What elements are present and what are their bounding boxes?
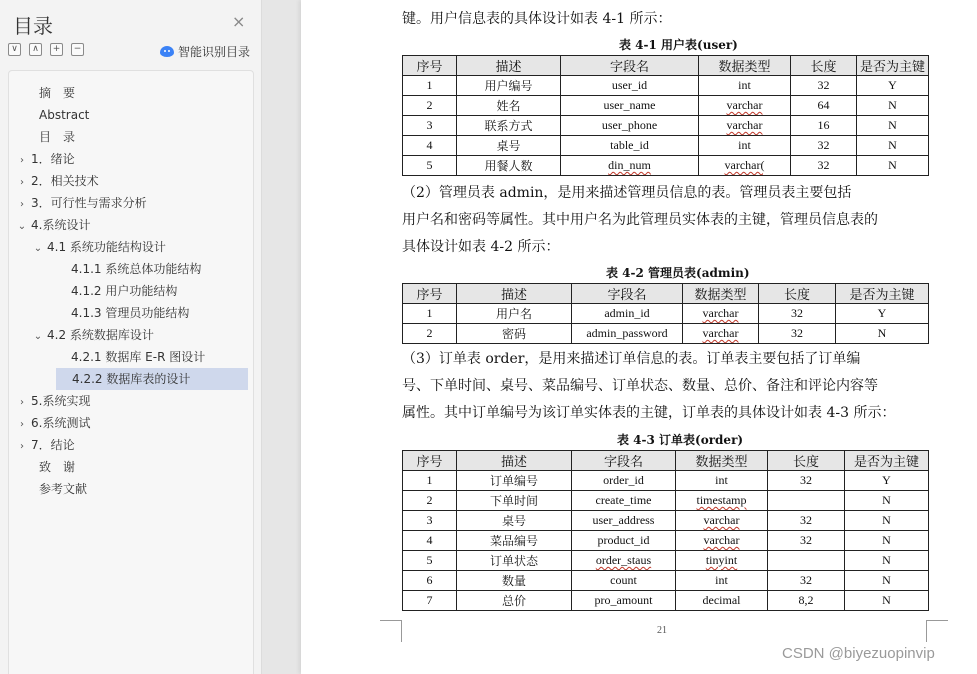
toc-item[interactable]	[15, 434, 75, 456]
cell-value: 32	[800, 533, 812, 547]
cell-value: varchar	[703, 513, 740, 527]
paragraph-line: 号、下单时间、桌号、菜品编号、订单状态、数量、总价、备注和评论内容等	[402, 378, 878, 394]
cell-value: varchar	[726, 98, 763, 112]
table-cell	[676, 471, 768, 491]
toc-item-label: 参考文献	[39, 482, 88, 496]
cell-value: 菜品编号	[489, 534, 538, 548]
table-cell	[403, 116, 457, 136]
paragraph-line: 用户名和密码等属性。其中用户名为此管理员实体表的主键，管理员信息表的	[402, 212, 878, 228]
table-cell	[699, 156, 791, 176]
toc-item[interactable]	[15, 412, 90, 434]
toc-item-label: 4.系统设计	[31, 218, 91, 232]
table-cell	[791, 96, 857, 116]
table-cell	[572, 324, 683, 344]
table-cell	[836, 304, 929, 324]
table-cell	[457, 491, 572, 511]
table-cell	[403, 571, 457, 591]
toc-item[interactable]	[15, 148, 75, 170]
chevron-right-icon[interactable]: ›	[20, 177, 24, 188]
cell-value: product_id	[597, 533, 650, 547]
table-cell	[845, 531, 929, 551]
cell-value: N	[882, 513, 891, 527]
cell-value: 下单时间	[489, 494, 538, 508]
cell-value: N	[888, 118, 897, 132]
table-cell	[768, 511, 845, 531]
cell-value: 订单状态	[489, 554, 538, 568]
table-cell	[403, 76, 457, 96]
cell-value: 32	[800, 573, 812, 587]
toc-item-label: 目 录	[39, 130, 76, 144]
remove-heading-icon[interactable]: −	[71, 43, 84, 56]
cell-value: 5	[426, 158, 433, 172]
toc-item-label: 6.系统测试	[31, 416, 91, 430]
toc-item-label: 4.2.2 数据库表的设计	[72, 372, 191, 386]
toc-item-label: 4.2 系统数据库设计	[47, 328, 154, 342]
table-row	[403, 591, 929, 611]
chevron-right-icon[interactable]: ›	[20, 419, 24, 430]
cell-value: user_id	[611, 78, 648, 92]
smart-toc-label: 智能识别目录	[178, 45, 251, 59]
cell-value: N	[882, 553, 891, 567]
toc-item-label: 1．绪论	[31, 152, 75, 166]
cell-value: user_phone	[601, 118, 658, 132]
order-table	[402, 450, 929, 611]
column-header: 描述	[457, 284, 572, 304]
toc-item-label: 致 谢	[39, 460, 76, 474]
column-header: 字段名	[572, 451, 676, 471]
cell-value: 6	[426, 573, 433, 587]
table-cell	[857, 76, 929, 96]
admin-table	[402, 283, 929, 344]
table-cell	[403, 551, 457, 571]
column-header: 数据类型	[699, 56, 791, 76]
chevron-right-icon[interactable]: ›	[20, 397, 24, 408]
paragraph-line: 具体设计如表 4-2 所示：	[402, 239, 560, 255]
table-cell	[845, 471, 929, 491]
table-cell	[845, 511, 929, 531]
cell-value: N	[882, 593, 891, 607]
table-row	[403, 571, 929, 591]
cell-value: N	[888, 158, 897, 172]
table-cell	[403, 531, 457, 551]
cell-value: 64	[817, 98, 830, 112]
table-row	[403, 116, 929, 136]
table-row	[403, 491, 929, 511]
table-cell	[457, 136, 561, 156]
toc-item[interactable]	[55, 258, 201, 280]
table-cell	[699, 96, 791, 116]
cell-value: 7	[426, 593, 433, 607]
cell-value: 8,2	[798, 593, 814, 607]
cell-value: 32	[800, 473, 812, 487]
cell-value: table_id	[610, 138, 649, 152]
paragraph-line: （2）管理员表 admin，是用来描述管理员信息的表。管理员表主要包括	[402, 185, 852, 201]
table-cell	[676, 591, 768, 611]
cell-value: 32	[817, 138, 830, 152]
cell-value: 数量	[501, 574, 526, 588]
cell-value: 1	[426, 306, 433, 320]
cell-value: order_staus	[595, 553, 652, 567]
table-row	[403, 324, 929, 344]
paragraph-line: （3）订单表 order，是用来描述订单信息的表。订单表主要包括了订单编	[402, 351, 861, 367]
table-cell	[403, 96, 457, 116]
table-cell	[572, 591, 676, 611]
cell-value: 姓名	[496, 99, 521, 113]
toc-item[interactable]	[15, 390, 90, 412]
cell-value: 16	[817, 118, 830, 132]
table-cell	[768, 531, 845, 551]
cell-value: admin_password	[586, 326, 668, 340]
toc-item[interactable]	[15, 456, 75, 478]
ai-assistant-icon	[160, 46, 174, 57]
table-cell	[768, 571, 845, 591]
close-icon[interactable]: ×	[232, 12, 246, 31]
cell-value: 2	[426, 326, 433, 340]
cell-value: int	[715, 573, 728, 587]
toc-list	[8, 70, 254, 674]
column-header: 描述	[457, 451, 572, 471]
cell-value: 32	[791, 326, 803, 340]
toc-item-label: 4.1.2 用户功能结构	[71, 284, 178, 298]
page-corner-mark	[926, 620, 948, 642]
table-cell	[457, 324, 572, 344]
table-cell	[457, 76, 561, 96]
cell-value: 3	[426, 513, 433, 527]
cell-value: admin_id	[604, 306, 650, 320]
table-cell	[857, 116, 929, 136]
table-cell	[403, 491, 457, 511]
toc-item-label: 7．结论	[31, 438, 75, 452]
toc-item[interactable]	[15, 214, 90, 236]
table-cell	[403, 591, 457, 611]
table-row	[403, 471, 929, 491]
toc-item[interactable]	[15, 104, 89, 126]
cell-value: int	[738, 138, 751, 152]
toc-item[interactable]	[55, 302, 189, 324]
table-cell	[791, 116, 857, 136]
cell-value: order_id	[603, 473, 644, 487]
column-header: 长度	[759, 284, 836, 304]
table-cell	[403, 136, 457, 156]
cell-value: 1	[426, 78, 433, 92]
toc-item[interactable]	[55, 346, 205, 368]
table-cell	[457, 304, 572, 324]
table-cell	[759, 304, 836, 324]
table-cell	[768, 491, 845, 511]
table-cell	[403, 471, 457, 491]
cell-value: 联系方式	[484, 119, 533, 133]
paragraph-line: 键。用户信息表的具体设计如表 4-1 所示：	[402, 11, 672, 27]
table-cell	[403, 156, 457, 176]
column-header: 描述	[457, 56, 561, 76]
table-cell	[676, 551, 768, 571]
page-corner-mark	[380, 620, 402, 642]
cell-value: create_time	[595, 493, 652, 507]
cell-value: 32	[791, 306, 803, 320]
table-cell	[845, 571, 929, 591]
table-cell	[699, 136, 791, 156]
table-cell	[791, 156, 857, 176]
table-caption: 表 4-3 订单表(order)	[617, 433, 744, 447]
toc-item[interactable]	[56, 368, 248, 390]
cell-value: 用户名	[495, 307, 532, 321]
table-cell	[857, 136, 929, 156]
table-caption: 表 4-2 管理员表(admin)	[606, 266, 750, 280]
cell-value: 2	[426, 98, 433, 112]
cell-value: N	[882, 573, 891, 587]
column-header: 是否为主键	[845, 451, 929, 471]
table-cell	[759, 324, 836, 344]
table-cell	[457, 551, 572, 571]
chevron-down-icon[interactable]: ⌄	[33, 331, 43, 342]
column-header: 长度	[791, 56, 857, 76]
table-header-row	[403, 56, 929, 76]
toc-sidebar	[0, 0, 262, 674]
table-cell	[768, 551, 845, 571]
toc-item-label: 4.2.1 数据库 E-R 图设计	[71, 350, 206, 364]
column-header: 序号	[403, 451, 457, 471]
table-cell	[457, 571, 572, 591]
table-cell	[845, 491, 929, 511]
table-cell	[403, 511, 457, 531]
table-cell	[572, 531, 676, 551]
toc-toolbar	[8, 43, 84, 56]
collapse-all-icon[interactable]: ∧	[29, 43, 42, 56]
column-header: 序号	[403, 56, 457, 76]
table-cell	[457, 116, 561, 136]
cell-value: 32	[817, 158, 830, 172]
table-cell	[457, 156, 561, 176]
cell-value: 1	[426, 473, 433, 487]
column-header: 数据类型	[676, 451, 768, 471]
column-header: 字段名	[572, 284, 683, 304]
chevron-down-icon[interactable]: ⌄	[33, 243, 43, 254]
column-header: 是否为主键	[857, 56, 929, 76]
toc-item-label: Abstract	[39, 108, 90, 122]
toc-item[interactable]	[15, 170, 99, 192]
table-cell	[857, 156, 929, 176]
table-cell	[572, 304, 683, 324]
table-row	[403, 511, 929, 531]
cell-value: count	[610, 573, 637, 587]
cell-value: varchar(	[724, 158, 765, 172]
cell-value: 桌号	[501, 514, 526, 528]
cell-value: decimal	[702, 593, 741, 607]
cell-value: 桌号	[496, 139, 521, 153]
table-cell	[845, 591, 929, 611]
toc-item[interactable]	[55, 280, 177, 302]
add-heading-icon[interactable]: +	[50, 43, 63, 56]
cell-value: 32	[800, 513, 812, 527]
toc-item-label: 2．相关技术	[31, 174, 99, 188]
table-row	[403, 136, 929, 156]
cell-value: varchar	[703, 533, 740, 547]
table-cell	[572, 491, 676, 511]
table-cell	[676, 511, 768, 531]
cell-value: 32	[817, 78, 830, 92]
toc-item[interactable]	[15, 192, 147, 214]
toc-item[interactable]	[15, 126, 75, 148]
table-cell	[403, 304, 457, 324]
table-cell	[836, 324, 929, 344]
table-cell	[791, 136, 857, 156]
table-cell	[572, 571, 676, 591]
table-cell	[845, 551, 929, 571]
cell-value: Y	[877, 306, 887, 320]
table-cell	[561, 156, 699, 176]
toc-item-label: 4.1 系统功能结构设计	[47, 240, 166, 254]
cell-value: din_num	[608, 158, 651, 172]
cell-value: int	[715, 473, 728, 487]
table-cell	[857, 96, 929, 116]
cell-value: N	[888, 138, 897, 152]
table-cell	[561, 76, 699, 96]
table-row	[403, 304, 929, 324]
cell-value: Y	[888, 78, 897, 92]
table-cell	[572, 551, 676, 571]
column-header: 是否为主键	[836, 284, 929, 304]
toc-item[interactable]	[15, 478, 87, 500]
table-header-row	[403, 284, 929, 304]
paragraph-line: 属性。其中订单编号为该订单实体表的主键，订单表的具体设计如表 4-3 所示：	[402, 405, 896, 421]
toc-item-label: 4.1.3 管理员功能结构	[71, 306, 190, 320]
cell-value: N	[882, 533, 891, 547]
cell-value: 总价	[501, 594, 526, 608]
table-cell	[457, 591, 572, 611]
column-header: 长度	[768, 451, 845, 471]
cell-value: 3	[426, 118, 433, 132]
column-header: 序号	[403, 284, 457, 304]
cell-value: 4	[426, 138, 433, 152]
cell-value: 5	[426, 553, 433, 567]
table-cell	[768, 471, 845, 491]
table-header-row	[403, 451, 929, 471]
cell-value: pro_amount	[594, 593, 653, 607]
table-cell	[676, 571, 768, 591]
column-header: 字段名	[561, 56, 699, 76]
sidebar-title: 目录	[13, 14, 53, 38]
table-cell	[457, 531, 572, 551]
table-cell	[561, 116, 699, 136]
expand-all-icon[interactable]: ∨	[8, 43, 21, 56]
table-row	[403, 551, 929, 571]
chevron-down-icon[interactable]: ⌄	[17, 221, 27, 232]
cell-value: varchar	[726, 118, 763, 132]
toc-item-label: 4.1.1 系统总体功能结构	[71, 262, 202, 276]
table-row	[403, 76, 929, 96]
chevron-right-icon[interactable]: ›	[20, 199, 24, 210]
table-cell	[676, 531, 768, 551]
cell-value: 订单编号	[489, 474, 538, 488]
table-cell	[768, 591, 845, 611]
table-cell	[699, 116, 791, 136]
table-cell	[561, 136, 699, 156]
user-table	[402, 55, 929, 176]
table-cell	[457, 511, 572, 531]
cell-value: Y	[882, 473, 891, 487]
toc-item[interactable]	[31, 324, 154, 346]
table-row	[403, 156, 929, 176]
table-row	[403, 96, 929, 116]
table-cell	[683, 324, 759, 344]
cell-value: varchar	[702, 306, 739, 320]
table-cell	[699, 76, 791, 96]
table-cell	[403, 324, 457, 344]
column-header: 数据类型	[683, 284, 759, 304]
page-number: 21	[657, 625, 667, 636]
table-cell	[457, 471, 572, 491]
table-cell	[791, 76, 857, 96]
smart-toc-button[interactable]	[160, 43, 250, 60]
toc-item[interactable]	[15, 82, 75, 104]
cell-value: varchar	[702, 326, 739, 340]
cell-value: user_address	[592, 513, 655, 527]
watermark: CSDN @biyezuopinvip	[782, 645, 935, 662]
cell-value: 用餐人数	[484, 159, 533, 173]
cell-value: N	[877, 326, 887, 340]
table-cell	[561, 96, 699, 116]
toc-item-label: 3．可行性与需求分析	[31, 196, 147, 210]
cell-value: 2	[426, 493, 433, 507]
cell-value: 密码	[501, 327, 526, 341]
cell-value: tinyint	[705, 553, 738, 567]
toc-item[interactable]	[31, 236, 166, 258]
toc-item-label: 摘 要	[39, 86, 76, 100]
table-cell	[572, 511, 676, 531]
table-cell	[676, 491, 768, 511]
cell-value: N	[888, 98, 897, 112]
chevron-right-icon[interactable]: ›	[20, 155, 24, 166]
table-row	[403, 531, 929, 551]
cell-value: N	[882, 493, 891, 507]
cell-value: timestamp	[696, 493, 747, 507]
cell-value: user_name	[603, 98, 656, 112]
toc-item-label: 5.系统实现	[31, 394, 91, 408]
cell-value: int	[738, 78, 751, 92]
table-cell	[683, 304, 759, 324]
cell-value: 用户编号	[484, 79, 533, 93]
cell-value: 4	[426, 533, 433, 547]
table-cell	[572, 471, 676, 491]
table-caption: 表 4-1 用户表(user)	[619, 38, 738, 52]
chevron-right-icon[interactable]: ›	[20, 441, 24, 452]
table-cell	[457, 96, 561, 116]
